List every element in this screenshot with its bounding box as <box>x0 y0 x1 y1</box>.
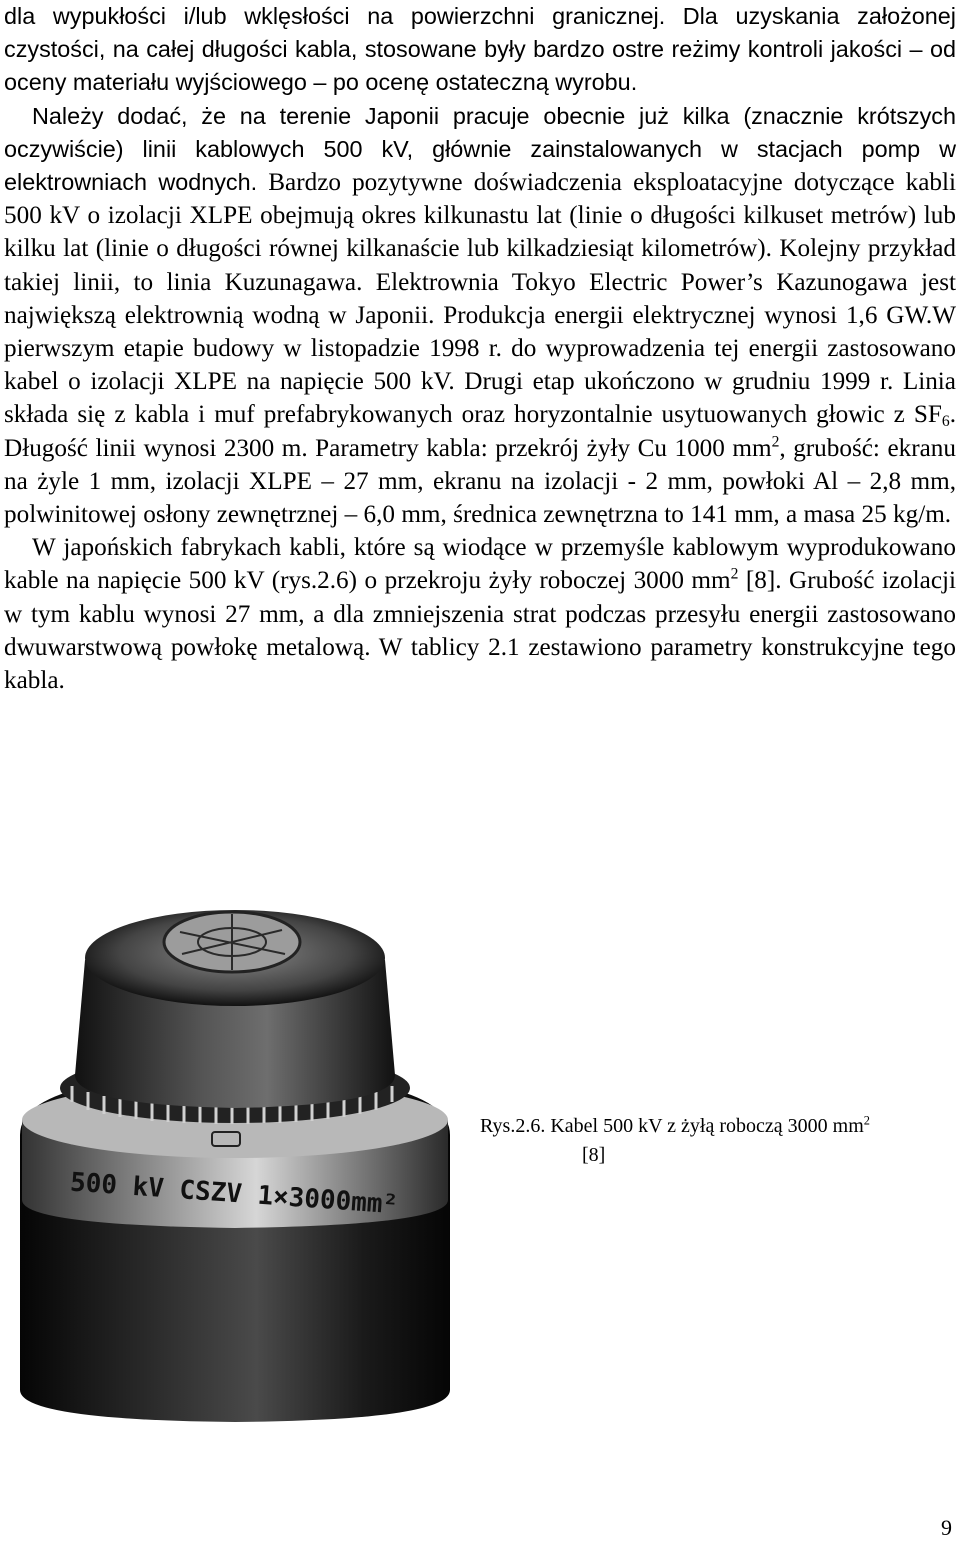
body-text <box>4 0 956 697</box>
paragraph-2 <box>4 100 956 532</box>
cable-photo <box>0 870 470 1425</box>
cable-marking: 500 kV CSZV 1×3000mm² <box>69 1167 400 1221</box>
paragraph-1 <box>4 0 956 100</box>
paragraph-3-after: [8]. Grubość izolacji w tym kablu wynosi 27 mm, a dla zmniejszenia strat podczas przesyłu energii zastosowano dwuwarstwową powłokę metalową. W tablicy 2.1 zestawiono parametry konstrukcyjne tego kabla. <box>4 567 956 695</box>
figure-caption <box>480 1112 960 1170</box>
paragraph-2-after-sf: . Długość linii wynosi 2300 m. Parametry kabla: przekrój żyły Cu 1000 mm <box>4 401 956 462</box>
paragraph-3-text: W japońskich fabrykach kabli, które są wiodące w przemyśle kablowym wyprodukowano kable na napięcie 500 kV (rys.2.6) o przekroju żyły roboczej 3000 mm <box>4 534 956 595</box>
sf-subscript: 6 <box>941 413 950 431</box>
cable-photo-svg <box>0 870 470 1425</box>
page-number: 9 <box>941 1515 952 1540</box>
paragraph-1-rest: Dla uzyskania założonej czystości, na całej długości kabla, stosowane były bardzo ostre reżimy kontroli jakości – od oceny materiału wyjściowego – po ocenę ostateczną wyrobu. <box>4 3 956 96</box>
paragraph-3-superscript: 2 <box>730 566 739 584</box>
paragraph-2-sans: Należy dodać, że na terenie Japonii pracuje obecnie już kilka (znacznie krótszych oczywiście) linii kablowych 500 kV, głównie zainstalowanych w stacjach pomp w elektrowniach wodnych. <box>4 102 956 196</box>
paragraph-1-lead: dla wypukłości i/lub wklęsłości na powierzchni granicznej. <box>4 3 666 29</box>
paragraph-2-serif: Bardzo pozytywne doświadczenia eksploatacyjne dotyczące kabli 500 kV o izolacji XLPE obejmują okres kilkunastu lat (linie o długości kilkuset metrów) lub kilku lat (linie o długości równej kilkanaście lub kilkadziesiąt kilometrów). Kolejny przykład takiej linii, to linia Kuzunagawa. Elektrownia Tokyo Electric Power’s Kazunogawa jest największą elektrownią wodną w Japonii. Produkcja energii elektrycznej wynosi 1,6 GW.W pierwszym etapie budowy w listopadzie 1998 r. do wyprowadzenia tej energii zastosowano kabel o izolacji XLPE na napięcie 500 kV. Drugi etap ukończono w grudniu 1999 r. Linia składa się z kabla i muf prefabrykowanych oraz horyzontalnie usytuowanych głowic z SF <box>4 169 956 429</box>
caption-line-1: Rys.2.6. Kabel 500 kV z żyłą roboczą 3000 mm <box>480 1115 864 1137</box>
caption-superscript: 2 <box>863 1113 870 1128</box>
paragraph-2-after-mm: , grubość: ekranu na żyle 1 mm, izolacji XLPE – 27 mm, ekranu na izolacji - 2 mm, powłoki Al – 2,8 mm, polwinitowej osłony zewnętrznej – 6,0 mm, średnica zewnętrzna to 141 mm, a masa 25 kg/m. <box>4 434 956 529</box>
paragraph-3 <box>4 531 956 697</box>
caption-line-2: [8] <box>582 1144 606 1166</box>
mm-superscript: 2 <box>771 433 780 451</box>
